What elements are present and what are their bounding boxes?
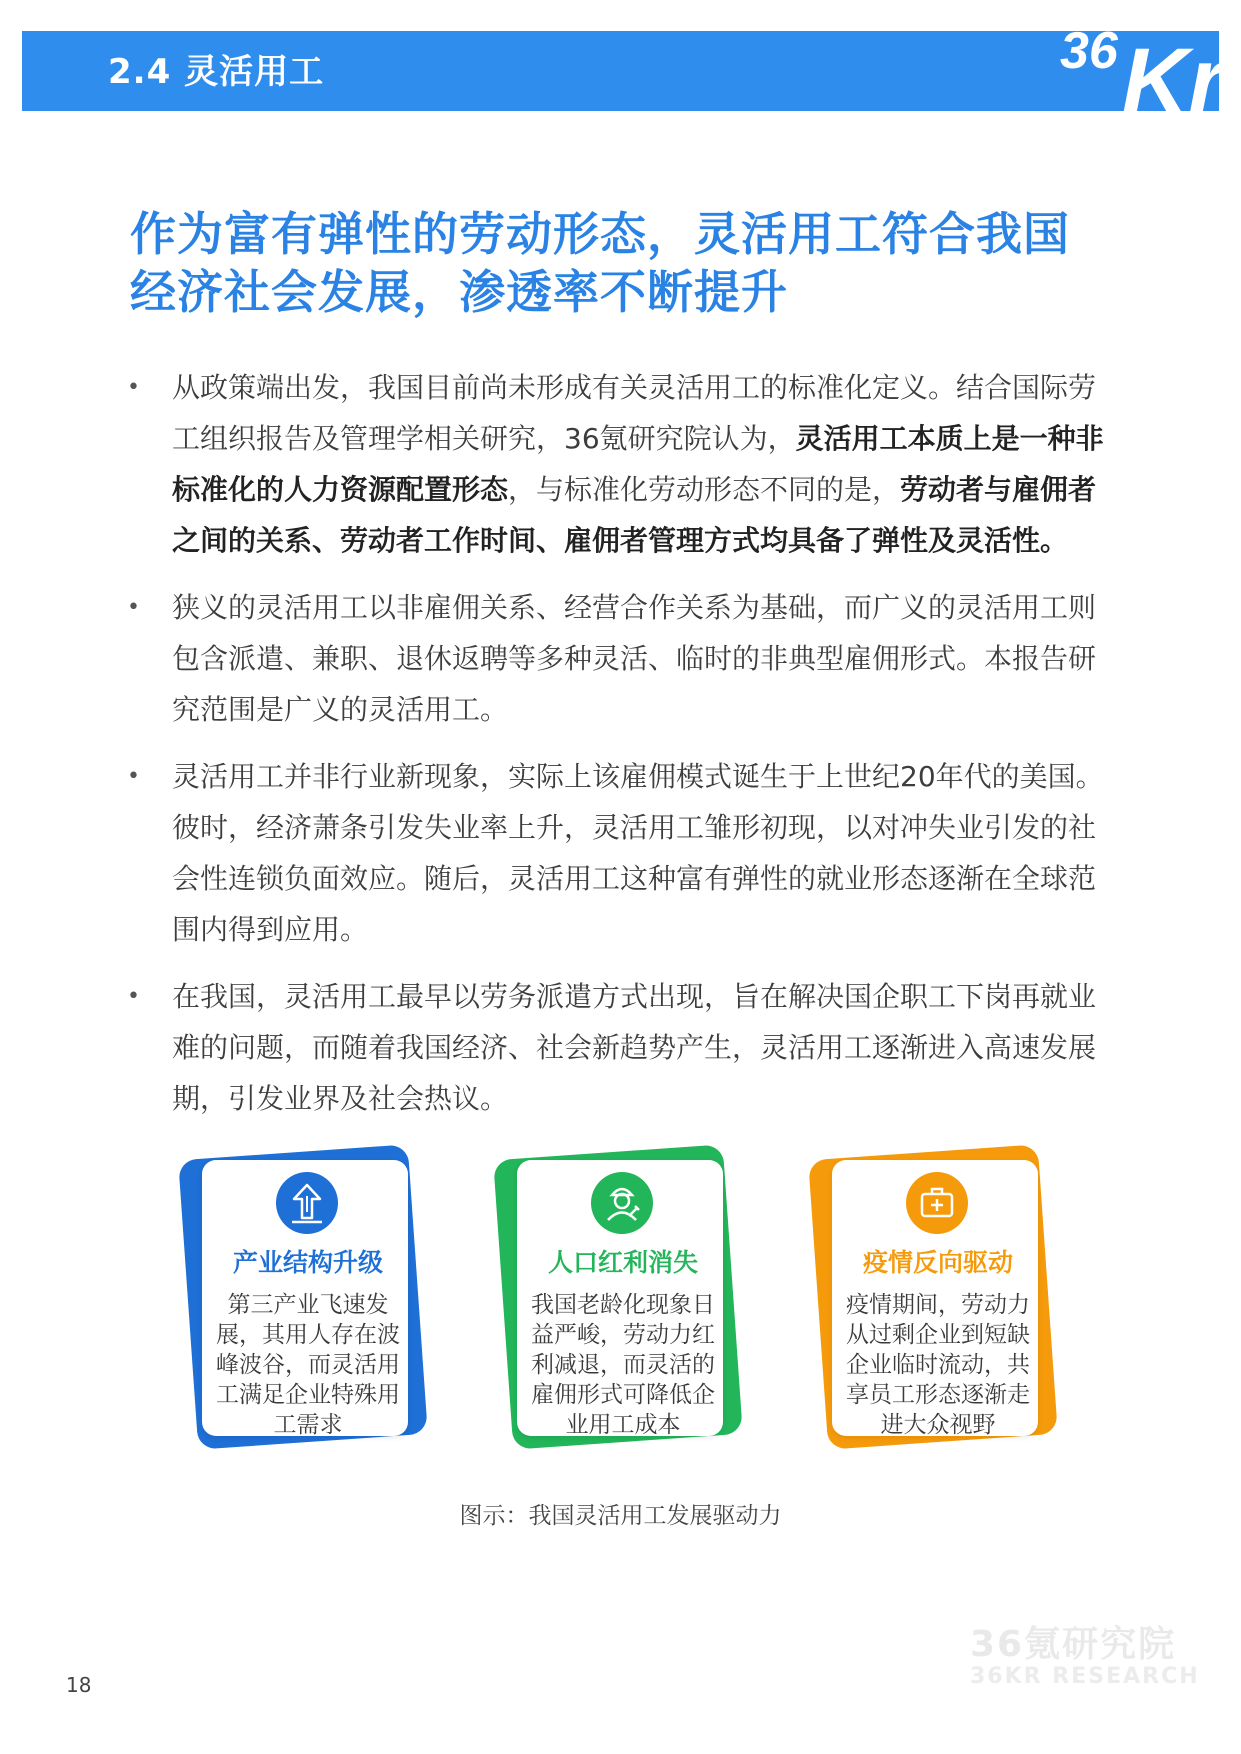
svg-text:36: 36: [1060, 26, 1118, 80]
card-title: 疫情反向驱动: [862, 1248, 1013, 1277]
section-title: 2.4 灵活用工: [108, 52, 325, 92]
bullet-text: [172, 751, 1112, 955]
figure-caption: 图示：我国灵活用工发展驱动力: [459, 1503, 782, 1529]
card-title: 产业结构升级: [232, 1248, 383, 1277]
bullet-item: [122, 971, 1122, 1124]
svg-text:Kr: Kr: [1122, 30, 1225, 116]
bullet-marker: •: [127, 595, 140, 620]
bullet-bold-text: 劳动者与雇佣者之间的关系、劳动者工作时间、雇佣者管理方式均具备了弹性及灵活性。: [172, 473, 1097, 557]
bullet-text: [172, 971, 1112, 1124]
bullet-plain-text: 在我国，灵活用工最早以劳务派遣方式出现，旨在解决国企职工下岗再就业难的问题，而随着我国经济、社会新趋势产生，灵活用工逐渐进入高速发展期，引发业界及社会热议。: [172, 980, 1097, 1115]
bullet-plain-text: 灵活用工并非行业新现象，实际上该雇佣模式诞生于上世纪20年代的美国。彼时，经济萧条引发失业率上升，灵活用工雏形初现，以对冲失业引发的社会性连锁负面效应。随后，灵活用工这种富有弹性的就业形态逐渐在全球范围内得到应用。: [172, 760, 1104, 946]
watermark-en: 36KR RESEARCH: [970, 1664, 1200, 1689]
driver-card: [188, 1152, 430, 1452]
upgrade-arrow-icon: [276, 1172, 338, 1234]
card-description: 我国老龄化现象日益严峻，劳动力红利减退，而灵活的雇佣形式可降低企业用工成本: [531, 1292, 715, 1438]
driver-card: [818, 1152, 1060, 1452]
bullet-text: [172, 362, 1112, 566]
headline-line-1: 作为富有弹性的劳动形态，灵活用工符合我国: [130, 207, 1070, 261]
bullet-item: [122, 751, 1122, 955]
bullet-list: [122, 362, 1122, 1140]
bullet-text: [172, 582, 1112, 735]
worker-wrench-icon: [591, 1172, 653, 1234]
bullet-item: [122, 362, 1122, 566]
watermark-cn: 36氪研究院: [970, 1624, 1177, 1665]
card-title: 人口红利消失: [547, 1248, 698, 1277]
page-number: 18: [66, 1673, 92, 1697]
bullet-plain-text: 从政策端出发，我国目前尚未形成有关灵活用工的标准化定义。结合国际劳工组织报告及管理学相关研究，36氪研究院认为，: [172, 371, 1097, 455]
headline: [130, 205, 1130, 321]
bullet-marker: •: [127, 764, 140, 789]
bullet-item: [122, 582, 1122, 735]
bullet-marker: •: [127, 984, 140, 1009]
bullet-marker: •: [127, 375, 140, 400]
medical-kit-icon: [906, 1172, 968, 1234]
card-description: 第三产业飞速发展，其用人存在波峰波谷，而灵活用工满足企业特殊用工需求: [216, 1292, 400, 1438]
bullet-plain-text: ，与标准化劳动形态不同的是，: [508, 473, 901, 506]
headline-line-2: 经济社会发展，渗透率不断提升: [130, 265, 788, 319]
driver-card: [503, 1152, 745, 1452]
36kr-logo: [1060, 26, 1230, 116]
card-description: 疫情期间，劳动力从过剩企业到短缺企业临时流动，共享员工形态逐渐走进大众视野: [846, 1292, 1030, 1438]
bullet-plain-text: 狭义的灵活用工以非雇佣关系、经营合作关系为基础，而广义的灵活用工则包含派遣、兼职、退休返聘等多种灵活、临时的非典型雇佣形式。本报告研究范围是广义的灵活用工。: [172, 591, 1097, 726]
bullet-bold-text: 灵活用工本质上是一种非标准化的人力资源配置形态: [172, 422, 1104, 506]
